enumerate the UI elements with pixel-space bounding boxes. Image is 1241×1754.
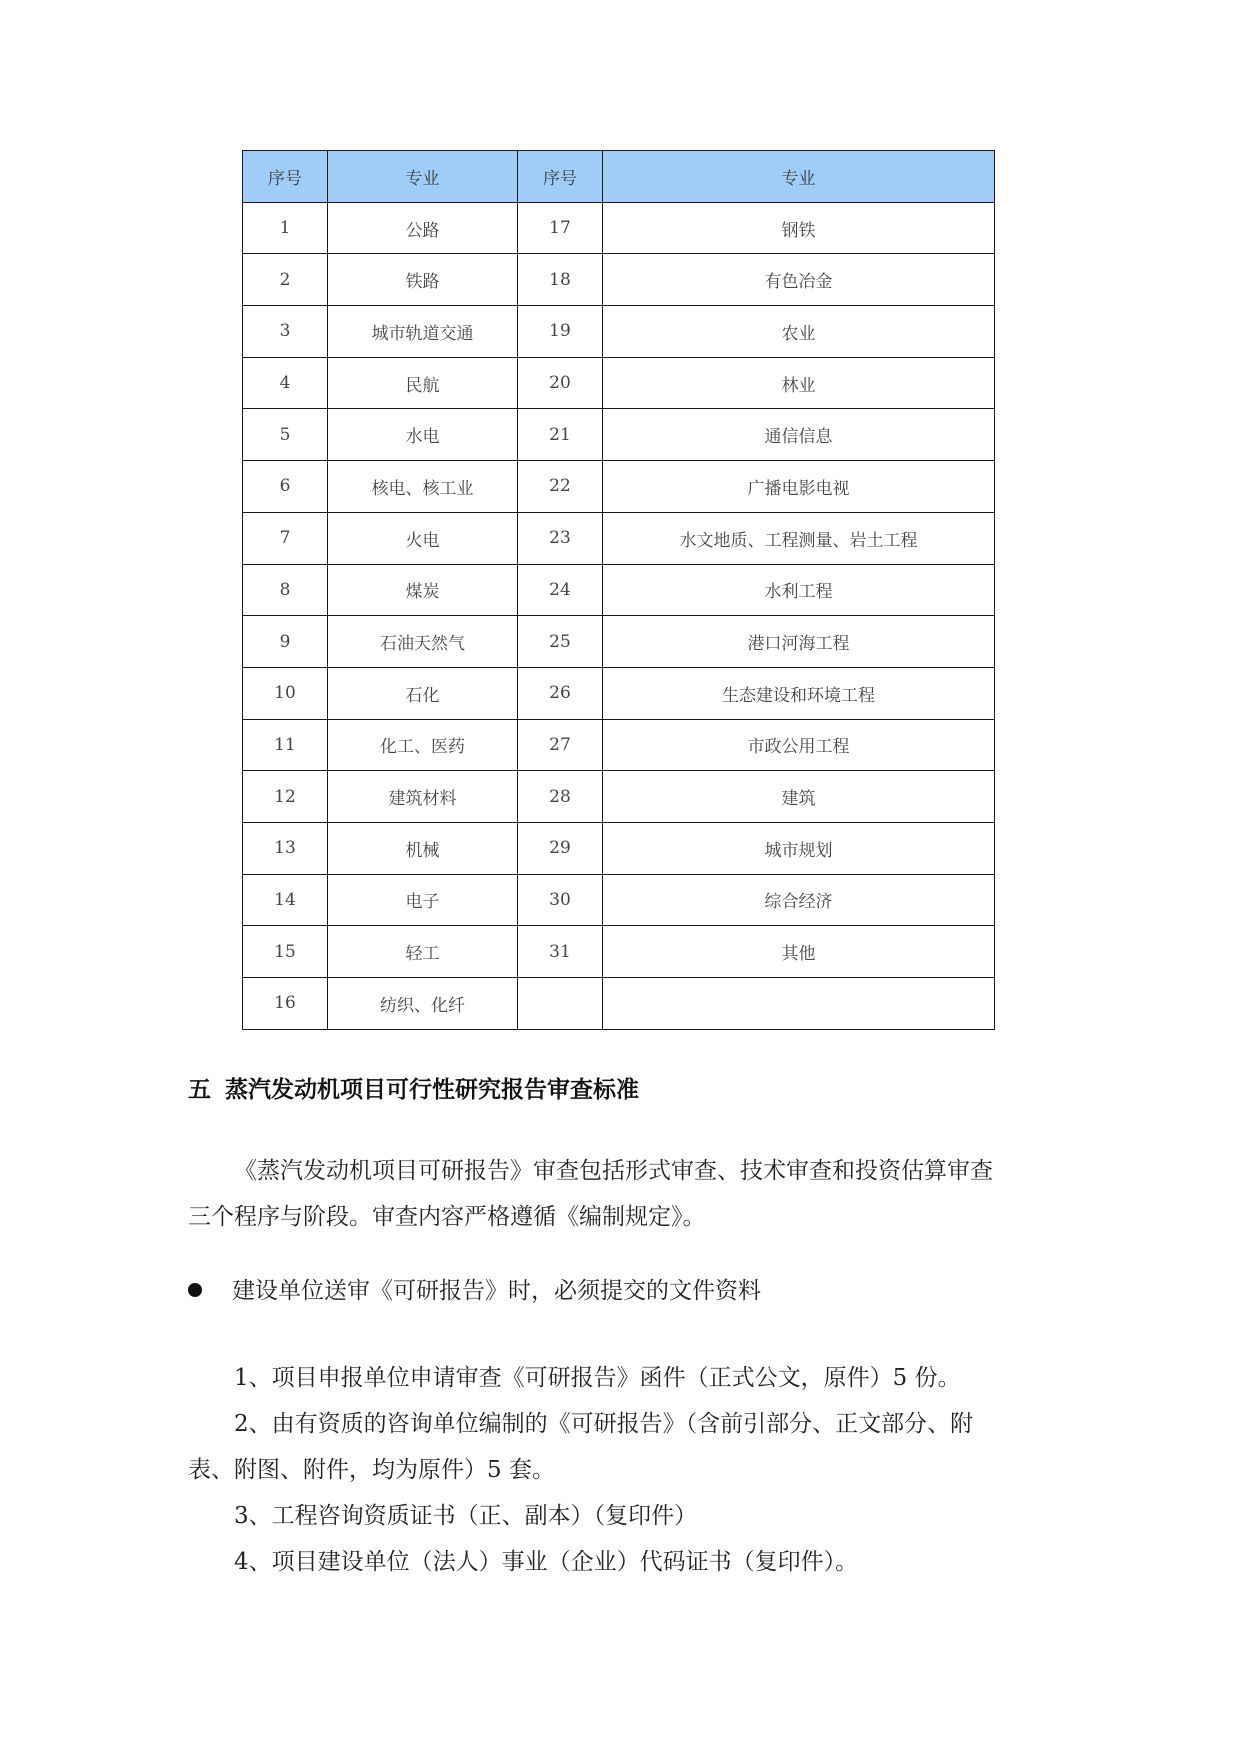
seq-cell: 2 [243, 254, 328, 306]
table-row [243, 564, 995, 616]
seq-cell: 24 [518, 564, 603, 616]
seq-cell: 11 [243, 719, 328, 771]
specialty-cell: 化工、医药 [328, 719, 518, 771]
seq-cell: 15 [243, 926, 328, 978]
table-row [243, 822, 995, 874]
specialty-cell: 林业 [603, 357, 995, 409]
seq-cell: 18 [518, 254, 603, 306]
specialty-cell: 其他 [603, 926, 995, 978]
intro-paragraph [188, 1148, 1058, 1240]
table-row [243, 874, 995, 926]
table-row [243, 254, 995, 306]
table-row [243, 667, 995, 719]
bullet-text: 建设单位送审《可研报告》时，必须提交的文件资料 [232, 1278, 761, 1304]
specialty-cell: 建筑材料 [328, 771, 518, 823]
header-specialty-2: 专业 [603, 151, 995, 203]
specialty-cell: 农业 [603, 306, 995, 358]
table-row [243, 978, 995, 1030]
section-number: 五 [188, 1077, 211, 1103]
specialty-cell: 火电 [328, 512, 518, 564]
seq-cell: 27 [518, 719, 603, 771]
specialty-table [242, 150, 995, 1030]
header-specialty-1: 专业 [328, 151, 518, 203]
seq-cell: 14 [243, 874, 328, 926]
list-item-3: 3、工程咨询资质证书（正、副本）（复印件） [234, 1503, 698, 1529]
intro-line-2: 三个程序与阶段。审查内容严格遵循《编制规定》。 [188, 1204, 706, 1230]
seq-cell: 12 [243, 771, 328, 823]
specialty-cell [603, 978, 995, 1030]
section-title: 蒸汽发动机项目可行性研究报告审查标准 [225, 1077, 639, 1103]
seq-cell: 16 [243, 978, 328, 1030]
table-row [243, 512, 995, 564]
specialty-cell: 广播电影电视 [603, 461, 995, 513]
section-heading [188, 1071, 639, 1104]
specialty-cell: 城市规划 [603, 822, 995, 874]
specialty-cell: 机械 [328, 822, 518, 874]
specialty-cell: 轻工 [328, 926, 518, 978]
table-row [243, 616, 995, 668]
seq-cell: 9 [243, 616, 328, 668]
seq-cell: 29 [518, 822, 603, 874]
specialty-cell: 生态建设和环境工程 [603, 667, 995, 719]
header-seq-1: 序号 [243, 151, 328, 203]
list-item-4: 4、项目建设单位（法人）事业（企业）代码证书（复印件）。 [234, 1549, 859, 1575]
table-row [243, 357, 995, 409]
specialty-cell: 通信信息 [603, 409, 995, 461]
table-row [243, 409, 995, 461]
table-row [243, 719, 995, 771]
table-row [243, 306, 995, 358]
specialty-cell: 综合经济 [603, 874, 995, 926]
seq-cell: 22 [518, 461, 603, 513]
seq-cell: 1 [243, 202, 328, 254]
seq-cell: 4 [243, 357, 328, 409]
seq-cell: 19 [518, 306, 603, 358]
specialty-cell: 城市轨道交通 [328, 306, 518, 358]
specialty-cell: 石化 [328, 667, 518, 719]
seq-cell [518, 978, 603, 1030]
seq-cell: 25 [518, 616, 603, 668]
seq-cell: 17 [518, 202, 603, 254]
specialty-cell: 核电、核工业 [328, 461, 518, 513]
seq-cell: 5 [243, 409, 328, 461]
table-header-row [243, 151, 995, 203]
specialty-cell: 水文地质、工程测量、岩土工程 [603, 512, 995, 564]
list-item-2-line-2: 表、附图、附件，均为原件）5 套。 [188, 1457, 555, 1483]
seq-cell: 3 [243, 306, 328, 358]
seq-cell: 26 [518, 667, 603, 719]
intro-line-1: 《蒸汽发动机项目可研报告》审查包括形式审查、技术审查和投资估算审查 [234, 1158, 993, 1184]
seq-cell: 7 [243, 512, 328, 564]
seq-cell: 10 [243, 667, 328, 719]
seq-cell: 6 [243, 461, 328, 513]
table-row [243, 202, 995, 254]
bullet-dot-icon [188, 1283, 202, 1297]
seq-cell: 8 [243, 564, 328, 616]
table-row [243, 461, 995, 513]
header-seq-2: 序号 [518, 151, 603, 203]
specialty-cell: 民航 [328, 357, 518, 409]
seq-cell: 28 [518, 771, 603, 823]
specialty-cell: 有色冶金 [603, 254, 995, 306]
table-row [243, 926, 995, 978]
specialty-cell: 钢铁 [603, 202, 995, 254]
specialty-cell: 水电 [328, 409, 518, 461]
specialty-cell: 港口河海工程 [603, 616, 995, 668]
specialty-cell: 纺织、化纤 [328, 978, 518, 1030]
specialty-cell: 铁路 [328, 254, 518, 306]
seq-cell: 20 [518, 357, 603, 409]
specialty-cell: 建筑 [603, 771, 995, 823]
list-item-1: 1、项目申报单位申请审查《可研报告》函件（正式公文，原件）5 份。 [234, 1365, 961, 1391]
seq-cell: 30 [518, 874, 603, 926]
table-row [243, 771, 995, 823]
bullet-item [188, 1268, 761, 1314]
seq-cell: 31 [518, 926, 603, 978]
seq-cell: 13 [243, 822, 328, 874]
specialty-cell: 公路 [328, 202, 518, 254]
specialty-cell: 电子 [328, 874, 518, 926]
seq-cell: 23 [518, 512, 603, 564]
specialty-cell: 煤炭 [328, 564, 518, 616]
specialty-cell: 石油天然气 [328, 616, 518, 668]
list-item-2-line-1: 2、由有资质的咨询单位编制的《可研报告》（含前引部分、正文部分、附 [234, 1411, 974, 1437]
specialty-cell: 水利工程 [603, 564, 995, 616]
specialty-cell: 市政公用工程 [603, 719, 995, 771]
seq-cell: 21 [518, 409, 603, 461]
